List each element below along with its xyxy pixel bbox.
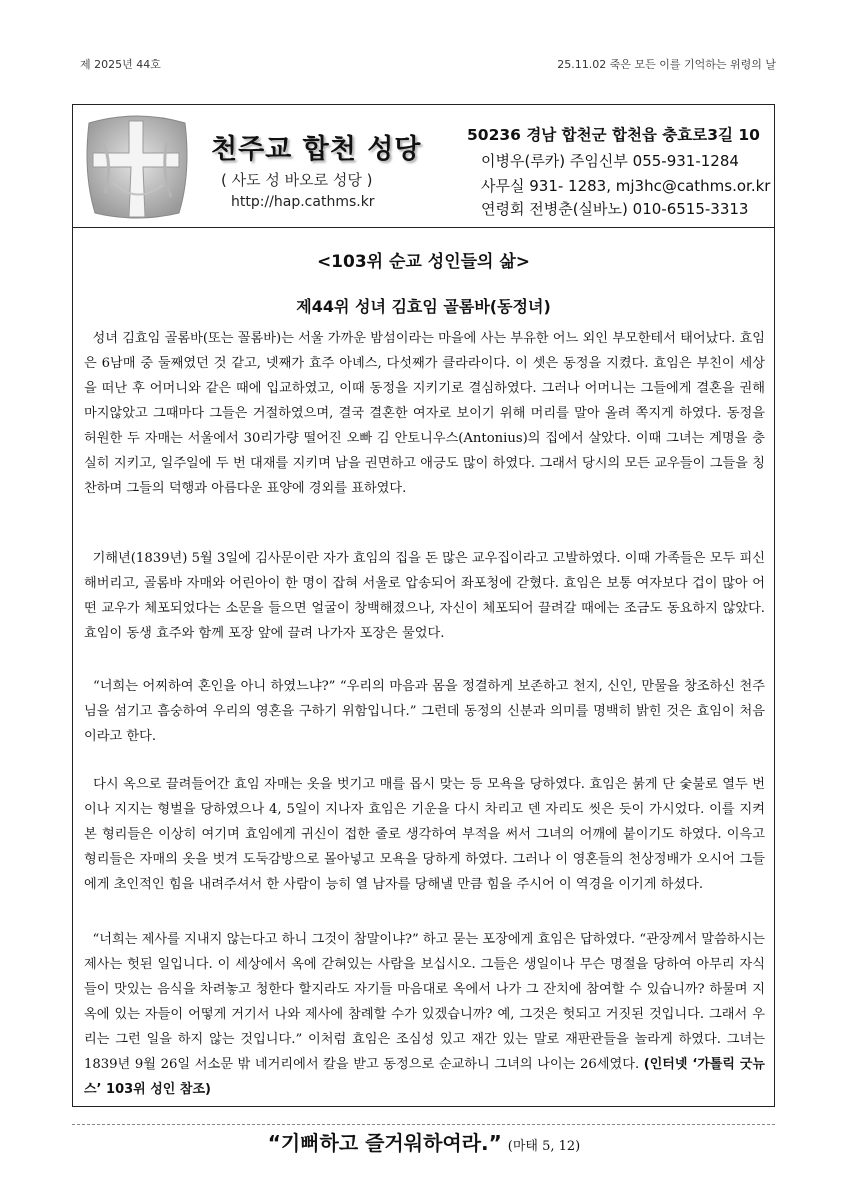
article-paragraph-2 <box>84 546 765 646</box>
article-paragraph-5 <box>84 927 765 1102</box>
parish-address: 50236 경남 합천군 합천읍 충효로3길 10 <box>467 126 760 144</box>
issue-date-title: 25.11.02 죽은 모든 이를 기억하는 위령의 날 <box>557 58 776 71</box>
footer-quote-block <box>0 1127 848 1156</box>
article-saint-title: 제44위 성녀 김효임 골롬바(동정녀) <box>296 297 551 316</box>
parish-cross-logo-icon <box>83 113 191 221</box>
article-paragraph-4 <box>84 772 765 897</box>
council-contact: 연령회 전병춘(실바노) 010-6515-3313 <box>481 200 749 218</box>
paragraph-text: “너희는 제사를 지내지 않는다고 하니 그것이 참말이냐?” 하고 묻는 포장에게 효임은 답하였다. “관장께서 말씀하시는 제사는 헛된 일입니다. 이 세상에서 옥에 갇혀있는 사람을 보십시오. 그들은 생일이나 무슨 명절을 당하여 아무리 자식들이 맛있는 음식을 차려놓고 청한다 할지라도 자기들 마음대로 옥에서 나가 그 잔치에 참여할 수 있습니까? 하물며 지옥에 있는 자들이 어떻게 거기서 나와 제사에 참례할 수가 있겠습니까? 예, 그것은 헛되고 거짓된 것입니다. 그래서 우리는 그런 일을 하지 않는 것입니다.” 이처럼 효임은 조심성 있고 재간 있는 말로 재판관들을 놀라게 하였다. 그녀는 1839년 9월 26일 서소문 밖 네거리에서 칼을 받고 동정으로 순교하니 그녀의 나이는 26세였다. <box>84 932 765 1072</box>
article-series-title: <103위 순교 성인들의 삶> <box>316 252 531 272</box>
parish-subtitle: ( 사도 성 바오로 성당 ) <box>221 171 373 189</box>
article-paragraph-1 <box>84 326 765 501</box>
source-reference: (인터넷 ‘가톨릭 굿뉴스’ 103위 성인 참조) <box>84 1057 765 1097</box>
paragraph-text: 성녀 김효임 골롬바(또는 꼴롬바)는 서울 가까운 밤섬이라는 마을에 사는 부유한 어느 외인 부모한테서 태어났다. 효임은 6남매 중 둘째였던 것 같고, 넷째가 효주 아녜스, 다섯째가 클라라이다. 이 셋은 동정을 지켰다. 효임은 부친이 세상을 떠난 후 어머니와 같은 때에 입교하였고, 이때 동정을 지키기로 결심하였다. 그러나 어머니는 그들에게 결혼을 권해 마지않았고 그때마다 그들은 거절하였으며, 결국 결혼한 여자로 보이기 위해 머리를 말아 올려 쪽지게 하였다. 동정을 허원한 두 자매는 서울에서 30리가량 떨어진 오빠 김 안토니우스(Antonius)의 집에서 살았다. 이때 그녀는 계명을 충실히 지키고, 일주일에 두 번 대재를 지키며 남을 권면하고 애긍도 많이 하였다. 그래서 당시의 모든 교우들이 그들을 칭찬하며 그들의 덕행과 아름다운 표양에 경외를 표하였다. <box>84 331 766 496</box>
footer-divider <box>72 1124 775 1125</box>
pastor-contact: 이병우(루카) 주임신부 055-931-1284 <box>481 152 739 170</box>
parish-name: 천주교 합천 성당 <box>211 134 422 165</box>
parish-header <box>73 105 774 228</box>
article-paragraph-3 <box>84 674 765 749</box>
paragraph-text: 기해년(1839년) 5월 3일에 김사문이란 자가 효임의 집을 돈 많은 교우집이라고 고발하였다. 이때 가족들은 모두 피신해버리고, 골롬바 자매와 어린아이 한 명이 잡혀 서울로 압송되어 좌포청에 갇혔다. 효임은 보통 여자보다 겁이 많아 어떤 교우가 체포되었다는 소문을 들으면 얼굴이 창백해졌으나, 자신이 체포되어 끌려갈 때에는 조금도 동요하지 않았다. 효임이 동생 효주와 함께 포장 앞에 끌려 나가자 포장은 물었다. <box>84 551 766 641</box>
parish-url: http://hap.cathms.kr <box>231 194 375 210</box>
paragraph-text: “너희는 어찌하여 혼인을 아니 하였느냐?” “우리의 마음과 몸을 정결하게 보존하고 천지, 신인, 만물을 창조하신 천주님을 섬기고 흠숭하여 우리의 영혼을 구하기 위함입니다.” 그런데 동정의 신분과 의미를 명백히 밝힌 것은 효임이 처음이라고 한다. <box>84 679 766 744</box>
footer-quote-source: (마태 5, 12) <box>507 1139 581 1154</box>
issue-number: 제 2025년 44호 <box>80 58 161 71</box>
paragraph-text: 다시 옥으로 끌려들어간 효임 자매는 옷을 벗기고 매를 몹시 맞는 등 모욕을 당하였다. 효임은 붉게 단 숯불로 열두 번이나 지지는 형벌을 당하였으나 4, 5일이 지나자 효임은 기운을 다시 차리고 덴 자리도 씻은 듯이 가시었다. 이를 지켜 본 형리들은 이상히 여기며 효임에게 귀신이 접한 줄로 생각하여 부적을 써서 그녀의 어깨에 붙이기도 하였다. 이윽고 형리들은 자매의 옷을 벗겨 도둑감방으로 몰아넣고 모욕을 당하게 하였다. 그러나 이 영혼들의 천상정배가 오시어 그들에게 초인적인 힘을 내려주셔서 한 사람이 능히 열 남자를 당해낼 만큼 힘을 주시어 이 역경을 이기게 하셨다. <box>84 777 765 892</box>
bulletin-frame <box>72 104 775 1107</box>
footer-quote: “기뻐하고 즐거워하여라.” <box>267 1131 502 1155</box>
office-contact: 사무실 931- 1283, mj3hc@cathms.or.kr <box>481 177 771 195</box>
